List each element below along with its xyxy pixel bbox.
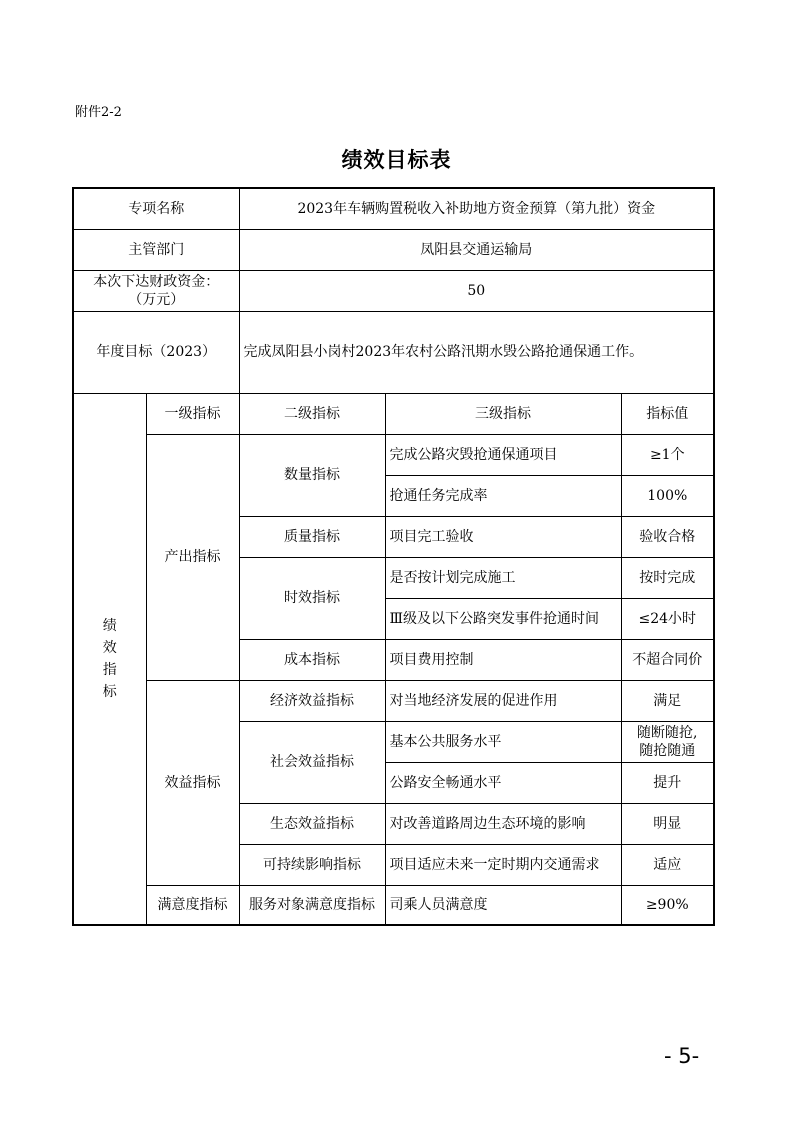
level3-item: 项目适应未来一定时期内交通需求 xyxy=(385,844,621,885)
side-char: 效 xyxy=(102,639,117,656)
side-char: 指 xyxy=(102,661,117,678)
funds-value: 50 xyxy=(239,270,714,311)
page-number: - 5- xyxy=(664,1044,700,1068)
indicator-value xyxy=(621,721,714,762)
level3-item: 对当地经济发展的促进作用 xyxy=(385,680,621,721)
funds-label xyxy=(73,270,239,311)
level3-item: 公路安全畅通水平 xyxy=(385,762,621,803)
funds-label-line1: 本次下达财政资金： xyxy=(93,273,220,290)
level1-output: 产出指标 xyxy=(146,434,239,680)
indicator-value: ≥90% xyxy=(621,885,714,925)
dept-label: 主管部门 xyxy=(73,229,239,270)
dept-value: 凤阳县交通运输局 xyxy=(239,229,714,270)
level3-item: 抢通任务完成率 xyxy=(385,475,621,516)
level3-item: 项目完工验收 xyxy=(385,516,621,557)
level2-quantity: 数量指标 xyxy=(239,434,385,516)
level3-item: 完成公路灾毁抢通保通项目 xyxy=(385,434,621,475)
funds-label-line2: （万元） xyxy=(128,291,185,308)
indicator-value-line1: 随断随抢, xyxy=(637,724,698,741)
annual-goal-label: 年度目标（2023） xyxy=(73,311,239,393)
level2-cost: 成本指标 xyxy=(239,639,385,680)
indicator-value: 明显 xyxy=(621,803,714,844)
level2-sustainable: 可持续影响指标 xyxy=(239,844,385,885)
table-row xyxy=(73,885,714,925)
indicator-value: 验收合格 xyxy=(621,516,714,557)
table-row xyxy=(73,680,714,721)
level1-effect: 效益指标 xyxy=(146,680,239,885)
indicator-value: ≥1个 xyxy=(621,434,714,475)
level2-social: 社会效益指标 xyxy=(239,721,385,803)
level2-ecological: 生态效益指标 xyxy=(239,803,385,844)
project-name-label: 专项名称 xyxy=(73,188,239,229)
col-level1-header: 一级指标 xyxy=(146,393,239,434)
indicator-value: 100% xyxy=(621,475,714,516)
indicator-value: 不超合同价 xyxy=(621,639,714,680)
level1-satisfaction: 满意度指标 xyxy=(146,885,239,925)
indicator-value: 提升 xyxy=(621,762,714,803)
side-char: 绩 xyxy=(102,617,117,634)
col-level3-header: 三级指标 xyxy=(385,393,621,434)
level2-quality: 质量指标 xyxy=(239,516,385,557)
attachment-label: 附件2-2 xyxy=(75,105,122,120)
level3-item: 对改善道路周边生态环境的影响 xyxy=(385,803,621,844)
level2-timeliness: 时效指标 xyxy=(239,557,385,639)
indicator-value: 满足 xyxy=(621,680,714,721)
level3-item: 基本公共服务水平 xyxy=(385,721,621,762)
level3-item: 是否按计划完成施工 xyxy=(385,557,621,598)
performance-target-table xyxy=(72,187,715,926)
side-char: 标 xyxy=(102,683,117,700)
indicator-value: 适应 xyxy=(621,844,714,885)
table-row xyxy=(73,434,714,475)
col-value-header: 指标值 xyxy=(621,393,714,434)
page-title: 绩效目标表 xyxy=(341,147,452,172)
level3-item: Ⅲ级及以下公路突发事件抢通时间 xyxy=(385,598,621,639)
col-level2-header: 二级指标 xyxy=(239,393,385,434)
project-name-value: 2023年车辆购置税收入补助地方资金预算（第九批）资金 xyxy=(239,188,714,229)
indicator-value-line2: 随抢随通 xyxy=(639,742,696,759)
indicator-value: ≤24小时 xyxy=(621,598,714,639)
level2-service-satisfaction: 服务对象满意度指标 xyxy=(239,885,385,925)
level3-item: 司乘人员满意度 xyxy=(385,885,621,925)
indicator-side-label xyxy=(73,393,146,925)
level3-item: 项目费用控制 xyxy=(385,639,621,680)
level2-economic: 经济效益指标 xyxy=(239,680,385,721)
annual-goal-value: 完成凤阳县小岗村2023年农村公路汛期水毁公路抢通保通工作。 xyxy=(239,311,714,393)
indicator-value: 按时完成 xyxy=(621,557,714,598)
